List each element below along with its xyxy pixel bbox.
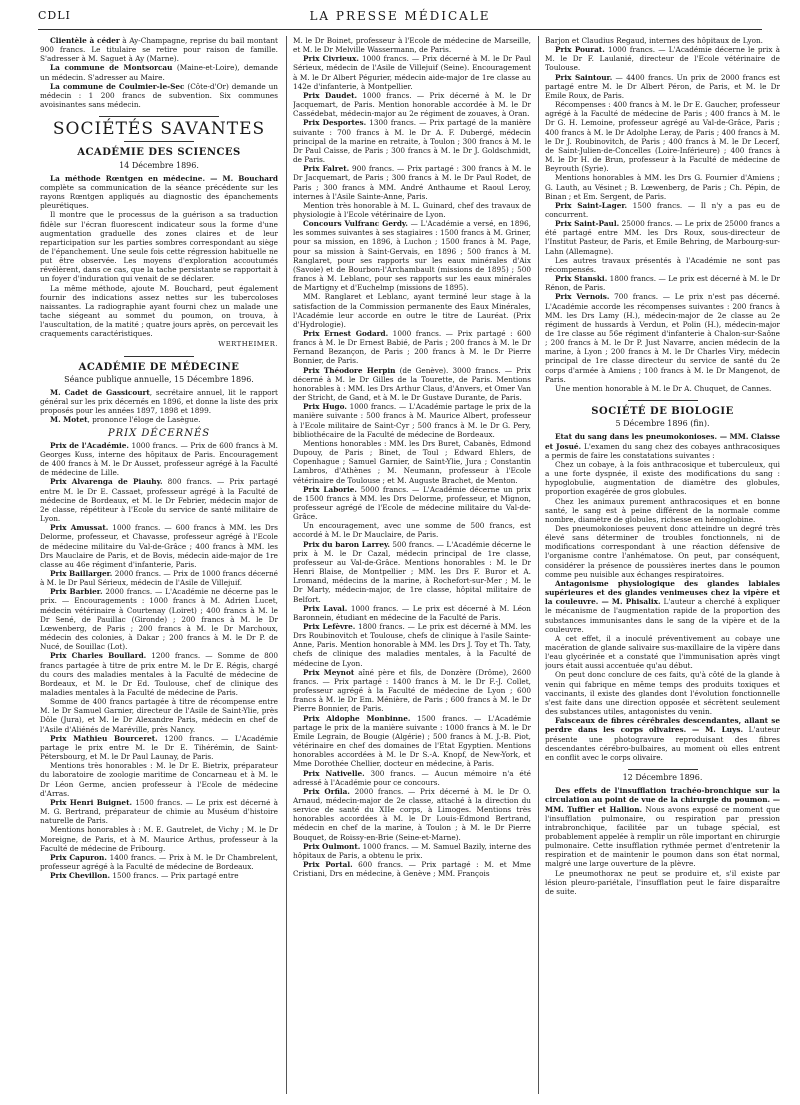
paragraph-text: Chez un cobaye, à la fois anthracosique et tuberculeux, qui a une forte dyspnée, il existe des modifications du sang : hypoglobulie, augmentation de diamètre des globules, proportion exagérée de gros globules. — [545, 459, 780, 497]
paragraph-text: 1000 francs. — L'Académie partage le prix de la manière suivante : 500 francs à M. Maurice Albert, professeur à l'Ecole militaire de Saint-Cyr ; 500 francs à M. le Dr G. Pery, bibliothécaire de la Faculté de médecine de Bordeaux. — [293, 402, 531, 439]
paragraph-lead: Prix Civrieux. — [303, 54, 359, 64]
paragraph — [545, 173, 780, 200]
paragraph-text: 800 francs. — Prix partagé entre M. le Dr E. Cassaet, professeur agrégé à la Faculté de médecine de Bordeaux, et M. le Dr Febrier, médecin major de 2e classe, répétiteur à l'Ecole du service de santé militaire de Lyon. — [40, 477, 278, 524]
paragraph-text: (de Genève). 3000 francs. — Prix décerné à M. le Dr Gilles de la Tourette, de Paris. Mentions honorables à : MM. les Drs Arthur Claus, d'Anvers, et Omer Van der Stricht, de Gand, et à M. le Dr Gustave Durante, de Paris. — [293, 365, 531, 403]
rule — [99, 116, 219, 117]
paragraph-lead: Prix Stanski. — [555, 274, 608, 284]
biology-society-title: SOCIÉTÉ DE BIOLOGIE — [591, 406, 734, 418]
rule — [628, 769, 698, 770]
paragraph — [293, 860, 531, 878]
paragraph — [293, 366, 531, 403]
paragraph-text: 1000 francs. — Le prix est décerné à M. Léon Baronnein, étudiant en médecine de la Faculté de Paris. — [293, 603, 531, 622]
paragraph-text: Des pneumokonioses peuvent donc atteindre un degré très élevé sans déterminer de troubles fonctionnels, ni de modifications correspondant à une réaction défensive de l'organisme contre l'anhématose. On peut, par conséquent, considérer la présence de poussières inertes dans le poumon comme peu nuisible aux échanges respiratoires. — [545, 523, 780, 579]
paragraph-text: 1400 francs. — Prix à M. le Dr Chambrelent, professeur agrégé à la Faculté de médecine de Bordeaux. — [40, 852, 278, 871]
paragraph-text: 1800 francs. — Le prix est décerné à M. le Dr Rénon, de Paris. — [545, 274, 780, 293]
paragraph-text: Chez les animaux purement anthracosiques et en bonne santé, le sang est à peine différent de la normale comme nombre, diamètre de globules, richesse en hémoglobine. — [545, 496, 780, 524]
paragraph-text: Le pneumothorax ne peut se produire et, s'il existe par lésion pleuro-pariétale, l'insufflation peut le faire disparaître de suite. — [545, 868, 780, 896]
paragraph-text: L'auteur présente une photogravure reproduisant des fibres descendantes cérébro-bulbaires, au moment où elles entrent en conflit avec le corps olivaire. — [545, 725, 780, 762]
paragraph-lead: La méthode Rœntgen en médecine. — M. Bouchard — [50, 173, 278, 183]
paragraph — [545, 460, 780, 497]
column-right — [545, 36, 780, 1096]
paragraph — [545, 274, 780, 292]
academy-sciences-title: ACADÉMIE DES SCIENCES — [77, 147, 241, 159]
paragraph-text: 2000 francs. — Prix décerné à M. le Dr O. Arnaud, médecin-major de 2e classe, attaché à la direction du service de santé du XIIe corps, à Limoges. Mentions très honorables accordées à M. le Dr Louis-Edmond Bertrand, médecin en chef de la marine, à Toulon ; à M. le Dr Pierre Bouquet, de Roissy-en-Brie (Seine-et-Marne). — [293, 786, 531, 842]
paragraph — [40, 651, 278, 697]
paragraph — [40, 388, 278, 415]
paragraph-text: 1000 francs. — Prix partagé : 600 francs à M. le Dr Ernest Babié, de Paris ; 200 francs à M. le Dr Fernand Bezançon, de Paris ; 200 francs à M. le Dr Pierre Bonnier, de Paris. — [293, 329, 531, 366]
paragraph-lead: Prix du baron Larrey. — [303, 539, 390, 549]
paragraph-text: (Maine-et-Loire), demande un médecin. S'adresser au Maire. — [40, 63, 278, 82]
paragraph — [40, 853, 278, 871]
paragraph — [545, 716, 780, 762]
paragraph-text: Nous avons exposé ce moment que l'insufflation pulmonaire, ou respiration par pression intrabronchique, facilitée par un tubage spécial, est probablement appelée à remplir un rôle important en chirurgie pulmonaire. Cette insufflation rythmée permet d'entretenir la respiration et de maintenir le poumon dans son état normal, malgré une large ouverture de la plèvre. — [545, 804, 780, 869]
paragraph — [40, 477, 278, 523]
paragraph-lead: Prix Ernest Godard. — [303, 329, 389, 338]
session-date: 14 Décembre 1896. — [119, 160, 199, 170]
paragraph — [293, 604, 531, 622]
rule — [124, 356, 194, 357]
paragraph-lead: Prix Baillarger. — [50, 568, 113, 578]
session-date: 12 Décembre 1896. — [622, 773, 703, 783]
paragraph-text: 600 francs. — Prix partagé : M. et Mme Cristiani, Drs en médecine, à Genève ; MM. François — [293, 860, 531, 879]
paragraph — [293, 402, 531, 439]
paragraph — [293, 118, 531, 164]
paragraph-text: MM. Ranglaret et Leblanc, ayant terminé leur stage à la satisfaction de la Commission permanente des Eaux Minérales, l'Académie leur accorde en outre le titre de Lauréat. (Prix d'Hydrologie). — [293, 292, 531, 329]
paragraph — [40, 587, 278, 651]
paragraph-text: Les autres travaux présentés à l'Académie ne sont pas récompensés. — [545, 255, 780, 274]
paragraph-text: A cet effet, il a inoculé préventivement au cobaye une macération de glande salivaire sus-maxillaire de la vipère dans l'eau glycérinée et a constaté que l'immunisation après vingt jours était aussi accentuée qu'au début. — [545, 633, 780, 671]
paragraph-text: 1000 francs. — Prix décerné à M. le Dr Paul Sérieux, médecin de l'Asile de Villejuif (Seine). Encouragement à M. le Dr Albert Pégurier, médecin aide-major de 1re classe au 142e d'infanterie, à Montpellier. — [293, 54, 531, 91]
paragraph — [293, 201, 531, 219]
rule — [628, 400, 698, 401]
paragraph-text: — 4400 francs. Un prix de 2000 francs est partagé entre M. le Dr Albert Péron, de Paris, et M. le Dr Emile Roux, de Paris. — [545, 72, 780, 100]
paragraph-text: 2000 francs. — Prix de 1000 francs décerné à M. le Dr Paul Sérieux, médecin de l'Asile de Villejuif. — [40, 568, 278, 588]
paragraph-text: On peut donc conclure de ces faits, qu'à côté de la glande à venin qui fabrique en même temps des produits toxiques et vaccinants, il existe des glandes dont l'évolution fonctionnelle s'est faite dans une direction opposée et sécrètent seulement des substances utiles, antagonistes du venin. — [545, 670, 780, 717]
paragraph-text: Récompenses : 400 francs à M. le Dr E. Gaucher, professeur agrégé à la Faculté de médecine de Paris ; 400 francs à M. le Dr G. H. Lemoine, professeur agrégé au Val-de-Grâce, Paris ; 400 francs à M. le Dr Adolphe Leray, de Paris ; 400 francs à M. le Dr J. Roubinovitch, de Paris ; 400 francs à M. le Dr Lecerf, de Saint-Julien-de-Concelles (Loire-Inférieure) ; 400 francs à M. le Dr H. de Brun, professeur à la Faculté de médecine de Beyrouth (Syrie). — [545, 100, 780, 174]
paragraph — [545, 869, 780, 896]
paragraph-text: , secrétaire annuel, lit le rapport général sur les prix décernés en 1896, et donne la liste des prix proposés pour les années 1897, 1898 et 1899. — [40, 388, 278, 416]
paragraph-lead: Concours Vulfranc Gerdy. — [303, 219, 408, 229]
paragraph-text: 1200 francs. — L'Académie partage le prix entre M. le Dr E. Tihérémin, de Saint-Pétersbourg, et M. le Dr Paul Launay, de Paris. — [40, 733, 278, 762]
paragraph — [293, 164, 531, 201]
paragraph-text: Barjon et Claudius Regaud, internes des hôpitaux de Lyon. — [545, 36, 764, 45]
paragraph-lead: Prix Henri Buignet. — [50, 797, 132, 807]
paragraph — [40, 697, 278, 734]
paragraph-text: à Ay-Champagne, reprise du bail montant 900 francs. Le titulaire se retire pour raison de famille. S'adresser à M. Saguet à Ay (Marne). — [40, 36, 278, 64]
paragraph — [545, 634, 780, 671]
paragraph — [40, 82, 278, 109]
paragraph-lead: Faisceaux de fibres cérébrales descendantes, allant se perdre dans les corps olivaires. — M. Luys. — [545, 716, 780, 735]
paragraph-text: La même méthode, ajoute M. Bouchard, peut également fournir des indications assez nettes sur les tubercoloses naissantes. La radiographie ayant fourni chez un malade une tache siégeant au sommet du poumon, on trouva, à l'auscultation, de la matité ; quatre jours après, on percevait les craquements caractéristiques. — [40, 283, 278, 339]
paragraph-lead: Prix Oulmont. — [303, 841, 361, 851]
paragraph-lead: Prix Saintour. — [555, 72, 613, 82]
column-divider — [286, 36, 287, 1094]
prizes-title: PRIX DÉCERNÉS — [107, 427, 211, 439]
paragraph — [545, 201, 780, 219]
paragraph-lead: Prix Portal. — [303, 860, 353, 870]
paragraph — [40, 761, 278, 798]
paragraph — [545, 579, 780, 634]
paragraph-text: 2000 francs. — L'Académie ne décerne pas le prix. — Encouragements : 1000 francs à M. Adrien Lucet, médecin vétérinaire à Courtenay (Loiret) ; 400 francs à M. le Dr Sené, de Pauillac (Gironde) ; 200 francs à M. le Dr Lœwenberg, de Paris ; 200 francs à M. le Dr Marchoux, médecin des colonies, à Dakar ; 200 francs à M. le Dr P. de Nucé, de Souillac (Lot). — [40, 587, 278, 652]
academy-medecine-title: ACADÉMIE DE MÉDECINE — [78, 361, 240, 373]
paragraph — [293, 439, 531, 485]
paragraph — [293, 842, 531, 860]
page-code: CDLI — [38, 9, 71, 22]
paragraph-text: Somme de 400 francs partagée à titre de récompense entre M. le Dr Samuel Garnier, directeur de l'Asile de Saint-Ylie, près Dôle (Jura), et M. le Dr Alexandre Paris, médecin en chef de l'Asile d'Aliénés de Maréville, près Nancy. — [40, 697, 278, 734]
paragraph — [40, 174, 278, 211]
paragraph-text: 1500 francs. — Il n'y a pas eu de concurrent. — [545, 200, 780, 219]
paragraph-text: L'examen du sang chez des cobayes anthracosiques a permis de faire les constatations suivantes : — [545, 441, 780, 460]
paragraph — [293, 329, 531, 366]
paragraph — [40, 36, 278, 63]
paragraph — [545, 256, 780, 274]
column-divider — [538, 36, 539, 1094]
paragraph — [545, 497, 780, 524]
paragraph — [545, 432, 780, 459]
paragraph-lead: Des effets de l'insufflation trachéo-bronchique sur la circulation au point de vue de la chirurgie du poumon. — MM. Tuffier et Hallion. — [545, 786, 780, 814]
paragraph — [545, 384, 780, 393]
signature: WERTHEIMER. — [218, 339, 278, 348]
paragraph-lead: Prix Barbier. — [50, 587, 103, 597]
paragraph-lead: Clientèle à céder — [50, 36, 120, 45]
paragraph-lead: Prix Théodore Herpin — [303, 365, 396, 375]
paragraph-lead: Prix Desportes. — [303, 118, 367, 128]
paragraph-text: 1000 francs. — M. Samuel Bazily, interne des hôpitaux de Paris, a obtenu le prix. — [293, 841, 531, 860]
paragraph-text: 900 francs. — Prix partagé : 300 francs à M. le Dr Jacquemart, de Paris ; 300 francs à M. le Dr Paul Rodet, de Paris ; 300 francs à MM. André Anthaume et Raoul Leroy, internes à l'Asile Sainte-Anne, Paris. — [293, 164, 531, 201]
paragraph-lead: Prix Hugo. — [303, 402, 347, 412]
paragraph — [545, 36, 780, 45]
paragraph-lead: Prix Lefèvre. — [303, 622, 356, 631]
paragraph — [545, 73, 780, 100]
paragraph-text: M. le Dr Boinet, professeur à l'Ecole de médecine de Marseille, et M. le Dr Melville Wassermann, de Paris. — [293, 36, 531, 55]
paragraph-lead: La commune de Montsorcau — [50, 63, 173, 73]
paragraph — [40, 523, 278, 569]
section-title: SOCIÉTÉS SAVANTES — [52, 119, 266, 140]
paragraph-text: Il montre que le processus de la guérison a sa traduction fidèle sur l'écran fluorescent indicateur sous la forme d'une augmentation graduelle des zones claires et de leur reparticipation sur les parties sombres correspondant au siège de l'épanchement. Une seule fois cette régression habituelle ne put être observée. Les moyens d'exploration accoutumés révélèrent, dans ce cas, que la tache persistante se rapportait à un foyer d'induration qui venait de se déclarer. — [40, 210, 278, 284]
paragraph-text: Mentions honorables à : M. E. Gautrelet, de Vichy ; M. le Dr Moreigne, de Paris, et à M. Maurice Arthus, professeur à la Faculté de médecine de Fribourg. — [40, 825, 278, 853]
paragraph — [40, 210, 278, 283]
paragraph — [293, 36, 531, 54]
paragraph-lead: La commune de Coulmier-le-Sec — [50, 81, 185, 91]
paragraph-lead: Etat du sang dans les pneumokonioses. — MM. Claisse et Josué. — [545, 432, 780, 451]
paragraph-lead: Prix Saint-Paul. — [555, 219, 620, 229]
paragraph-lead: M. Motet — [50, 415, 88, 425]
paragraph-text: 1500 francs. — L'Académie partage le prix de la manière suivante : 1000 francs à M. le Dr Emile Legrain, de Bougie (Algérie) ; 500 francs à M. J.-B. Piot, vétérinaire en chef des domaines de l'Etat Egyptien. Mentions honorables accordées à M. le Dr S.-A. Knopf, de New-York, et Mme Dorothée Chellier, docteur en médecine, à Paris. — [293, 713, 531, 769]
paragraph-text: Mentions honorables : MM. les Drs Buret, Cabanès, Edmond Dupouy, de Paris ; Binet, de Toul ; Edward Ehlers, de Copenhague ; Samuel Garnier, de Saint-Ylie, Jura ; Constantin Lambros, d'Athènes ; M. Neumann, professeur à l'Ecole vétérinaire de Toulouse ; et M. Auguste Brachet, de Menton. — [293, 438, 531, 485]
paragraph-lead: Prix Charles Boullard. — [50, 651, 147, 661]
journal-title: LA PRESSE MÉDICALE — [309, 9, 491, 23]
paragraph — [293, 54, 531, 91]
page-header — [38, 9, 762, 31]
paragraph — [545, 670, 780, 716]
header-rule — [38, 29, 762, 30]
paragraph — [293, 540, 531, 604]
paragraph — [293, 787, 531, 842]
paragraph-text: 1500 francs. — Prix partagé entre — [110, 871, 239, 881]
paragraph-text: 5000 francs. — L'Académie décerne un prix de 1500 francs à MM. les Drs Delorme, professeur, et Mignon, professeur agrégé de l'Ecole de médecine militaire du Val-de-Grâce. — [293, 484, 531, 522]
paragraph — [545, 100, 780, 173]
paragraph-lead: Prix Nativelle. — [303, 768, 365, 778]
paragraph-lead: Prix Meynot — [303, 667, 355, 677]
paragraph — [293, 292, 531, 329]
paragraph-text: 1000 francs. — Prix décerné à M. le Dr Jacquemart, de Paris. Mention honorable accordée à M. le Dr Cassédebat, médecin-major au 2e régiment de zouaves, à Oran. — [293, 90, 531, 119]
paragraph — [40, 825, 278, 852]
paragraph-text: 300 francs. — Aucun mémoire n'a été adressé à l'Académie pour ce concours. — [293, 768, 531, 787]
paragraph-text: L'auteur a cherché à expliquer le mécanisme de l'augmentation rapide de la proportion des substances immunisantes dans le sang de la vipère et de la couleuvre. — [545, 597, 780, 634]
paragraph — [40, 569, 278, 587]
paragraph — [40, 798, 278, 825]
paragraph-lead: Prix Amussat. — [50, 523, 109, 533]
paragraph-text: 1000 francs. — L'Académie décerne le prix à M. le Dr F. Laulanié, directeur de l'Ecole vétérinaire de Toulouse. — [545, 45, 780, 73]
paragraph-lead: Prix Saint-Lager. — [555, 200, 628, 210]
paragraph-text: 1000 francs. — Prix de 600 francs à M. Georges Kuss, interne des hôpitaux de Paris. Encouragement de 400 francs à M. le Dr Ausset, professeur agrégé à la Faculté de médecine de Lille. — [40, 440, 278, 478]
paragraph-lead: Prix Alvarenga de Piauhy. — [50, 477, 163, 487]
paragraph — [293, 91, 531, 118]
paragraph-lead: M. Cadet de Gassicourt — [50, 388, 150, 397]
paragraph — [545, 786, 780, 868]
paragraph-text: 25000 francs. — Le prix de 25000 francs a été partagé entre MM. les Drs Roux, sous-directeur de l'Institut Pasteur, de Paris, et Emile Behring, de Marbourg-sur-Lahn (Allemagne). — [545, 219, 780, 256]
paragraph-text: 1800 francs. — Le prix est décerné à MM. les Drs Roubinovitch et Toulouse, chefs de clinique à l'asile Sainte-Anne, Paris. Mention honorable à MM. les Drs J. Toy et Th. Taty, chefs de clinique des maladies mentales, à la Faculté de médecine de Lyon. — [293, 622, 531, 668]
paragraph-text: Mention très honorable à M. L. Guinard, chef des travaux de physiologie à l'Ecole vétérinaire de Lyon. — [293, 200, 531, 219]
paragraph — [293, 769, 531, 787]
paragraph-lead: Prix Aldophe Monbinne. — [303, 713, 411, 723]
paragraph-text: 700 francs. — Le prix n'est pas décerné. L'Académie accorde les récompenses suivantes : 200 francs à MM. les Drs Lamy (H.), médecin-major de 2e classe au 2e régiment de hussards à Verdun, et Polin (H.), médecin-major de 1re classe au 56e régiment d'infanterie à Chalon-sur-Saône ; 200 francs à M. le Dr P. Just Navarre, ancien médecin de la marine, à Lyon ; 200 francs à M. le Dr Charles Viry, médecin principal de 1re classe directeur du service de santé du 2e corps d'armée à Amiens ; 100 francs à M. le Dr Mangenot, de Paris. — [545, 292, 780, 384]
session-date: Séance publique annuelle, 15 Décembre 1896. — [64, 374, 254, 384]
paragraph-text: complète sa communication de la séance précédente sur les rayons Rœntgen appliqués au diagnostic des épanchements pleurétiques. — [40, 182, 278, 211]
column-left — [40, 36, 278, 1096]
column-middle — [293, 36, 531, 1096]
paragraph — [40, 284, 278, 339]
paragraph — [40, 734, 278, 761]
paragraph-lead: Antagonisme physiologique des glandes labiales supérieures et des glandes venimeuses chez la vipère et la couleuvre. — M. Phisalix. — [545, 578, 780, 607]
paragraph — [40, 871, 278, 880]
session-date: 5 Décembre 1896 (fin). — [615, 419, 710, 429]
paragraph — [40, 63, 278, 81]
paragraph-lead: Prix Mathieu Bourceret. — [50, 733, 158, 743]
paragraph-lead: Prix Orfila. — [303, 786, 350, 796]
paragraph-lead: Prix Chevillon. — [50, 871, 111, 881]
paragraph-lead: Prix Capuron. — [50, 852, 107, 862]
paragraph — [293, 668, 531, 714]
paragraph-lead: Prix Falret. — [303, 164, 350, 174]
paragraph-text: — L'Académie a versé, en 1896, les sommes suivantes à ses stagiaires : 1500 francs à M. Griner, pour sa mission, en 1896, à Luchon ; 1500 francs à M. Page, pour sa mission à Saint-Gervais, en 1896 ; 500 francs à M. Ranglaret, pour ses rapports sur les eaux minérales d'Aix (Savoie) et de Bourbon-l'Archambault (missions de 1895) ; 500 francs à M. Leblanc, pour ses rapports sur les eaux minérales de Martigny et d'Euchelmp (missions de 1895). — [293, 219, 531, 293]
paragraph-text: Mentions honorables à MM. les Drs G. Fournier d'Amiens ; G. Lauth, au Vésinet ; B. Lœwenberg, de Paris ; Ch. Pépin, de Binan ; et Em. Sergent, de Paris. — [545, 173, 780, 201]
paragraph — [545, 219, 780, 256]
paragraph — [293, 521, 531, 539]
paragraph-text: aîné père et fils, de Donzère (Drôme), 2600 francs. — Prix partagé : 1400 francs à M. le Dr F.-J. Collet, professeur agrégé à la Faculté de médecine de Lyon ; 600 francs à M. le Dr Em. Ménière, de Paris ; 600 francs à M. le Dr Pierre Bonnier, de Paris. — [293, 667, 531, 714]
paragraph — [293, 714, 531, 769]
paragraph-text: 1500 francs. — Le prix est décerné à M. G. Bertrand, préparateur de chimie au Muséum d'histoire naturelle de Paris. — [40, 797, 278, 826]
paragraph — [545, 45, 780, 72]
paragraph-text: Une mention honorable à M. le Dr A. Chuquet, de Cannes. — [555, 383, 772, 393]
paragraph-lead: Prix de l'Académie. — [50, 440, 129, 450]
rule — [124, 141, 194, 142]
paragraph-text: 1200 francs. — Somme de 800 francs partagée à titre de prix entre M. le Dr E. Régis, chargé du cours des maladies mentales à la Faculté de médecine de Bordeaux, et M. le Dr Ed. Toulouse, chef de clinique des maladies mentales à la Faculté de médecine de Paris. — [40, 651, 278, 697]
paragraph — [293, 622, 531, 668]
paragraph-text: Un encouragement, avec une somme de 500 francs, est accordé à M. le Dr Mauclaire, de Paris. — [293, 521, 531, 540]
paragraph-text: 1300 francs. — Prix partagé de la manière suivante : 700 francs à M. le Dr A. F. Dubergé, médecin principal de la marine en retraite, à Toulon ; 300 francs à M. le Dr Paul Caisse, de Paris ; 300 francs à M. le Dr J. Goldschmidt, de Paris. — [293, 118, 531, 165]
paragraph-lead: Prix Laborie. — [303, 484, 357, 494]
paragraph-text: (Côte-d'Or) demande un médecin : 1 200 francs de subvention. Six communes avoisinantes sans médecin. — [40, 81, 278, 110]
paragraph — [293, 485, 531, 522]
paragraph-text: , prononce l'éloge de Lasègue. — [87, 415, 201, 425]
paragraph — [545, 292, 780, 384]
paragraph — [40, 415, 278, 424]
paragraph-text: Mentions très honorables : M. le Dr E. Bietrix, préparateur du laboratoire de zoologie maritime de Concarneau et à M. le Dr Léon Germe, ancien professeur à l'Ecole de médecine d'Arras. — [40, 761, 278, 798]
paragraph — [293, 219, 531, 292]
paragraph — [40, 441, 278, 478]
paragraph-text: 500 francs. — L'Académie décerne le prix à M. le Dr Cazal, médecin principal de 1re classe, professeur au Val-de-Grâce. Mentions honorables : M. le Dr Henri Blaise, de Montpellier ; MM. les Drs F. Buror et A. Lromand, médecins de la marine, à Rochefort-sur-Mer ; M. le Dr Marty, médecin-major, de 1re classe, hôpital militaire de Belfort. — [293, 539, 531, 604]
paragraph-lead: Prix Daudet. — [303, 90, 358, 100]
paragraph-lead: Prix Vernois. — [555, 292, 610, 302]
paragraph-lead: Prix Pourat. — [555, 45, 605, 55]
paragraph-text: 1000 francs. — 600 francs à MM. les Drs Delorme, professeur, et Chavasse, professeur agrégé à l'Ecole de médecine militaire du Val-de-Grâce ; 400 francs à MM. les Drs Mauclaire de Paris, et de Bovis, médecin aide-major de 1re classe au 46e régiment d'infanterie, Paris. — [40, 523, 278, 569]
paragraph — [545, 524, 780, 579]
paragraph-lead: Prix Laval. — [303, 603, 348, 613]
